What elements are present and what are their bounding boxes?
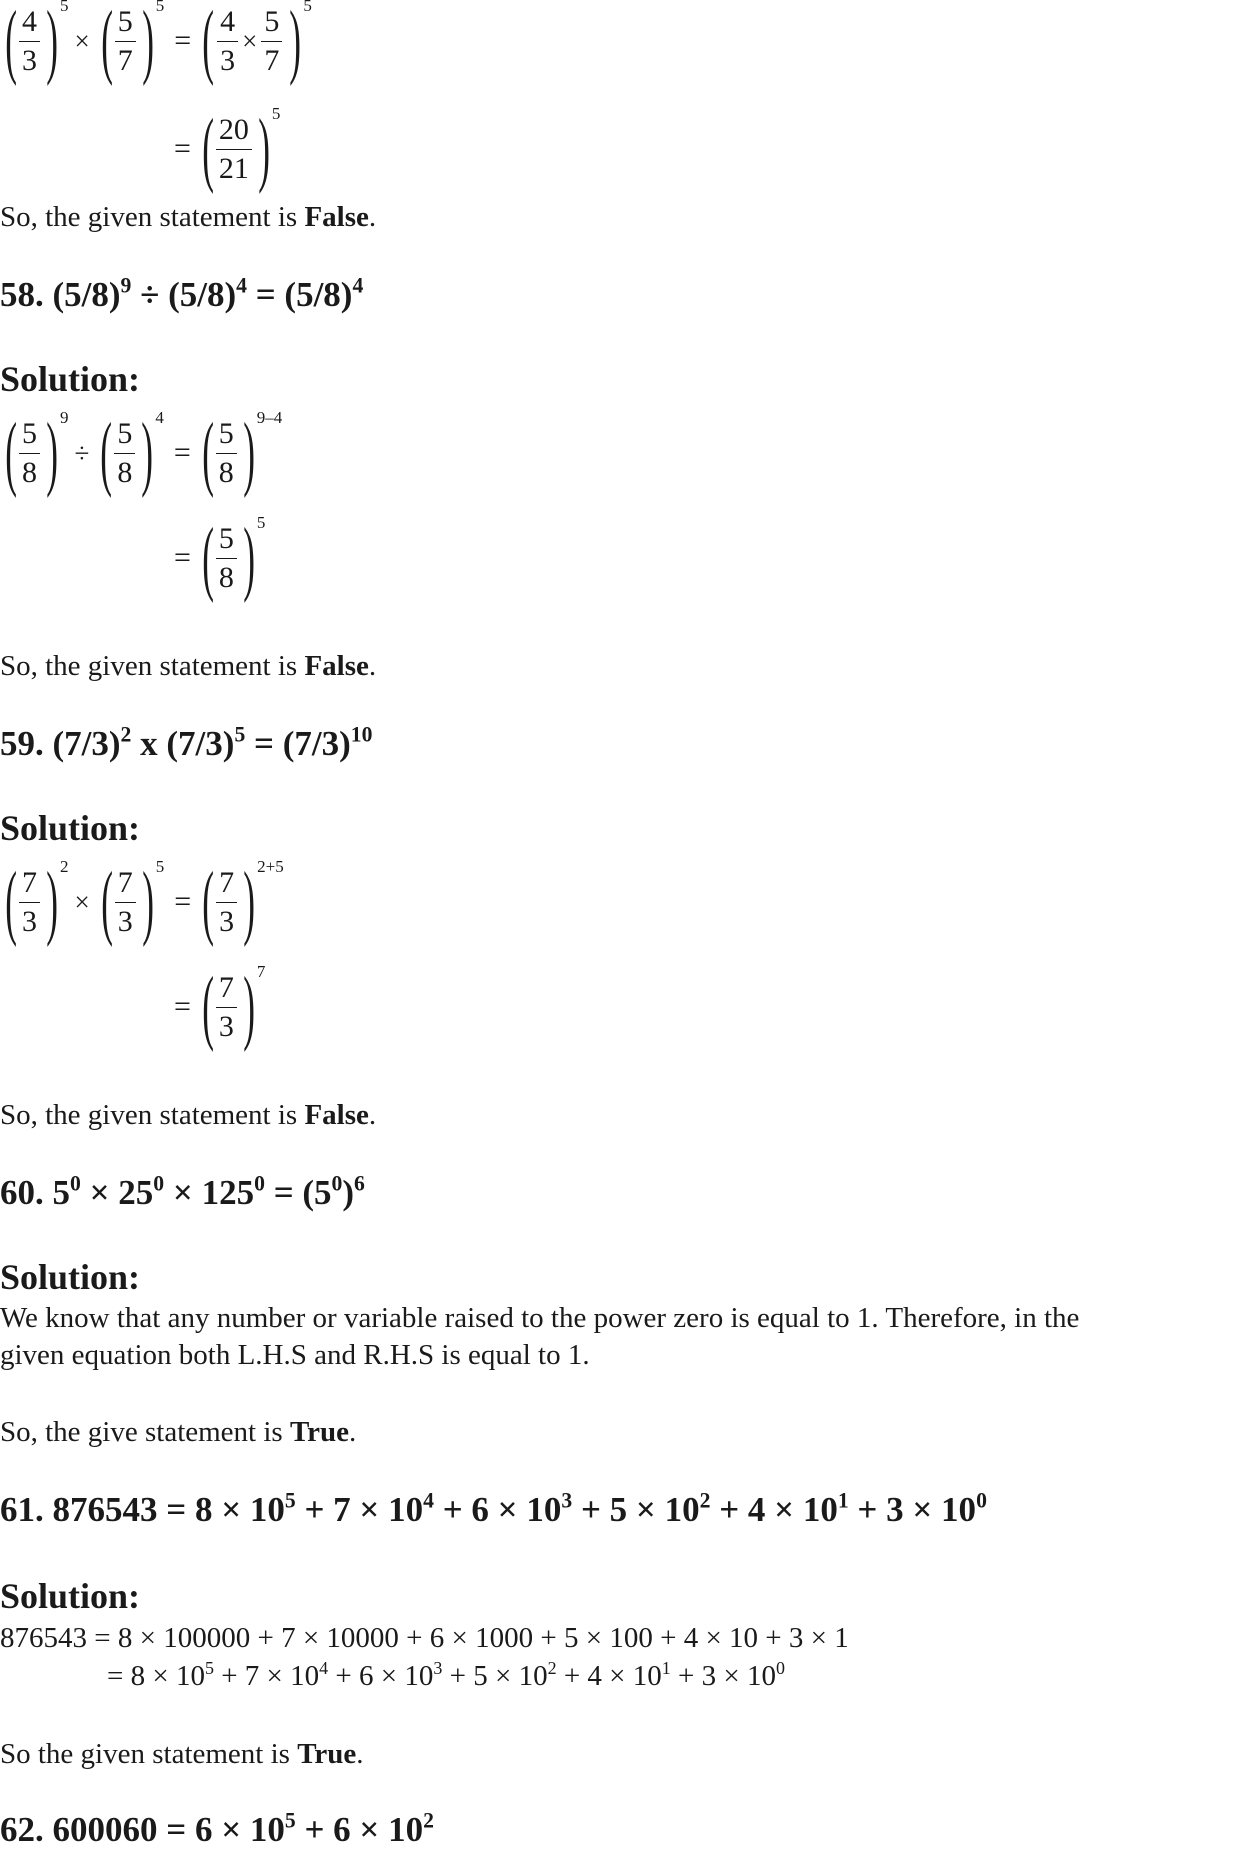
exponent: 5 xyxy=(155,857,165,876)
b1-lhs-term-1: ( $\frac{4}{3}$ ) 5 xyxy=(0,0,69,82)
denominator: 8 xyxy=(117,455,133,489)
q61-working-line-1: 876543 = 8 × 100000 + 7 × 10000 + 6 × 1000 + 5 × 100 + 4 × 10 + 3 × 1 xyxy=(0,1622,849,1654)
q58-solution-label: Solution: xyxy=(0,359,141,399)
denominator: 3 xyxy=(22,904,37,938)
equals-sign: = xyxy=(173,436,191,469)
numerator: 4 xyxy=(217,5,238,42)
verdict: False xyxy=(304,201,369,233)
operator: × xyxy=(74,886,90,917)
b1-equation-line-2 xyxy=(164,102,281,195)
q58-rhs-term-2: ( $\frac{5}{8}$ ) 5 xyxy=(202,511,266,604)
q60-heading: 60. $5^0 \times 25^0 \times 125^0 = (5^0)^6$ xyxy=(0,1171,365,1212)
numerator: 7 xyxy=(216,866,237,903)
numerator: 5 xyxy=(19,417,40,454)
exponent: 7 xyxy=(256,962,266,981)
denominator: 3 xyxy=(220,43,236,77)
numerator: 5 xyxy=(216,417,237,454)
equals-sign: = xyxy=(174,132,191,165)
q59-lhs-term-1: ( $\frac{7}{3}$ ) 2 xyxy=(5,855,69,948)
q58-equation-line-2 xyxy=(164,511,266,604)
q60-solution-label: Solution: xyxy=(0,1257,141,1297)
numerator: 4 xyxy=(19,5,40,42)
exponent: 5 xyxy=(256,513,266,532)
q58-conclusion: So, the given statement is False. xyxy=(0,650,377,682)
q62-heading: 62. $600060 = 6 \times 10^5 + 6 \times 10^2$ xyxy=(0,1808,434,1849)
b1-equation-line-1 xyxy=(0,0,312,87)
equals-sign: = xyxy=(174,990,191,1023)
verdict: True xyxy=(289,1416,350,1448)
numerator: 5 xyxy=(216,522,237,559)
verdict: False xyxy=(304,1099,369,1131)
operator: × xyxy=(74,25,90,56)
exponent: 5 xyxy=(155,0,165,15)
q61-heading: 61. $876543 = 8 \times 10^5 + 7 \times 10^4 + 6 \times 10^3 + 5 \times 10^2 + 4 \times 10^1 + 3 \times 10^0$ xyxy=(0,1488,987,1529)
numerator: 20 xyxy=(216,113,252,150)
exponent: 9–4 xyxy=(256,408,283,427)
equals-sign: = xyxy=(174,885,192,918)
operator: ÷ xyxy=(74,437,90,468)
q59-conclusion: So, the given statement is False. xyxy=(0,1099,377,1131)
denominator: 3 xyxy=(22,43,37,77)
b1-conclusion: So, the given statement is False. xyxy=(0,201,377,233)
exponent: 4 xyxy=(155,408,164,427)
numerator: 7 xyxy=(115,866,136,903)
q59-solution-label: Solution: xyxy=(0,808,141,848)
operator: × xyxy=(242,26,258,56)
q58-lhs-term-1: ( $\frac{5}{8}$ ) 9 xyxy=(5,406,69,499)
q59-equation-line-2 xyxy=(164,960,266,1053)
verdict: True xyxy=(297,1738,357,1770)
denominator: 21 xyxy=(218,151,249,185)
q58-rhs-term-1: ( $\frac{5}{8}$ ) 9–4 xyxy=(201,406,283,499)
denominator: 7 xyxy=(264,43,280,77)
equals-sign: = xyxy=(174,24,192,57)
q58-heading: 58. $(5/8)^9 \div (5/8)^4 = (5/8)^4$ xyxy=(0,273,364,314)
q58-equation-line-1 xyxy=(0,406,283,499)
q60-conclusion: So, the give statement is True. xyxy=(0,1416,357,1448)
denominator: 7 xyxy=(117,43,133,77)
q61-working-line-2: = $8 \times 10^5 + 7 \times 10^4 + 6 \times 10^3 + 5 \times 10^2 + 4 \times 10^1 + 3 \times 10^0$ xyxy=(107,1657,785,1692)
denominator: 8 xyxy=(218,455,234,489)
numerator: 5 xyxy=(114,417,135,454)
equals-sign: = xyxy=(174,541,191,574)
exponent: 2+5 xyxy=(257,857,284,876)
numerator: 7 xyxy=(19,866,40,903)
q59-lhs-term-2: ( $\frac{7}{3}$ ) 5 xyxy=(100,855,165,948)
exponent: 9 xyxy=(60,408,69,427)
numerator: 7 xyxy=(216,971,237,1008)
q61-solution-label: Solution: xyxy=(0,1576,141,1616)
denominator: 3 xyxy=(219,904,235,938)
exponent: 5 xyxy=(271,104,281,123)
exponent: 5 xyxy=(303,0,312,15)
exponent: 2 xyxy=(60,857,69,876)
exponent: 5 xyxy=(60,0,69,15)
b1-rhs-term-1: ( $\frac{4}{3}$ × $\frac{5}{7}$ ) 5 xyxy=(197,0,312,82)
denominator: 8 xyxy=(218,560,234,594)
denominator: 3 xyxy=(218,1009,234,1043)
explanation-line-2: given equation both L.H.S and R.H.S is equal to 1. xyxy=(0,1339,590,1371)
denominator: 3 xyxy=(117,904,133,938)
q59-heading: 59. $(7/3)^2$ x $(7/3)^5 = (7/3)^{10}$ xyxy=(0,722,373,763)
b1-lhs-term-2: ( $\frac{5}{7}$ ) 5 xyxy=(96,0,165,82)
verdict: False xyxy=(304,650,369,682)
q59-rhs-term-2: ( $\frac{7}{3}$ ) 7 xyxy=(202,960,266,1053)
q61-conclusion: So the given statement is True. xyxy=(0,1738,364,1770)
q60-explanation xyxy=(0,1300,1079,1374)
numerator: 5 xyxy=(261,5,282,42)
q59-equation-line-1 xyxy=(0,855,284,948)
q58-lhs-term-2: ( $\frac{5}{8}$ ) 4 xyxy=(100,406,164,499)
b1-rhs-term-2: ( $\frac{20}{21}$ ) 5 xyxy=(202,102,281,195)
explanation-line-1: We know that any number or variable raised to the power zero is equal to 1. Therefore, in the xyxy=(0,1302,1080,1334)
denominator: 8 xyxy=(22,455,37,489)
q59-rhs-term-1: ( $\frac{7}{3}$ ) 2+5 xyxy=(202,855,284,948)
numerator: 5 xyxy=(115,5,136,42)
